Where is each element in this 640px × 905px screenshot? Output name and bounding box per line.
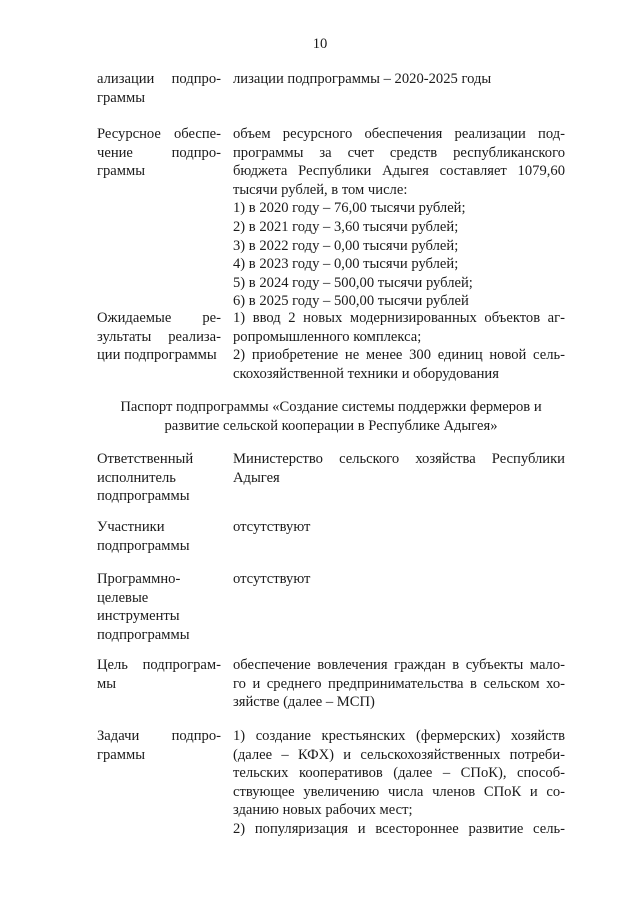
value-line: 2) приобретение не менее 300 единиц новой сель- bbox=[233, 347, 565, 364]
value-line: 1) ввод 2 новых модернизированных объектов аг- bbox=[233, 310, 565, 326]
value-line: 6) в 2025 году – 500,00 тысячи рублей bbox=[233, 293, 469, 310]
page-number: 10 bbox=[312, 36, 328, 52]
row-label bbox=[97, 518, 221, 555]
value-line: тысячи рублей, в том числе: bbox=[233, 181, 408, 198]
row-label bbox=[97, 727, 221, 764]
label-line: мы bbox=[97, 675, 117, 692]
value-line: скохозяйственной техники и оборудования bbox=[233, 365, 499, 382]
row-value bbox=[233, 70, 565, 89]
label-line: Участники bbox=[97, 519, 165, 535]
value-line: отсутствуют bbox=[233, 571, 311, 587]
label-line: подпрограммы bbox=[97, 626, 190, 643]
label-line: целевые bbox=[97, 589, 149, 606]
row-value bbox=[233, 125, 565, 311]
value-line: отсутствуют bbox=[233, 519, 311, 535]
value-line: 1) создание крестьянских (фермерских) хозяйств bbox=[233, 728, 565, 744]
label-line: подпрограммы bbox=[97, 537, 190, 554]
value-line: программы за счет средств республиканского bbox=[233, 144, 565, 161]
label-line: ализации подпро- bbox=[97, 71, 221, 87]
value-line: Адыгея bbox=[233, 469, 280, 486]
value-line: 5) в 2024 году – 500,00 тысячи рублей; bbox=[233, 274, 473, 291]
value-line: бюджета Республики Адыгея составляет 1079,60 bbox=[233, 163, 565, 180]
value-line: 3) в 2022 году – 0,00 тысячи рублей; bbox=[233, 237, 459, 254]
row-tasks bbox=[97, 727, 565, 837]
row-expected-results bbox=[97, 309, 565, 382]
row-program-tools bbox=[97, 570, 565, 644]
row-value bbox=[233, 570, 565, 589]
value-line: Министерство сельского хозяйства Республики bbox=[233, 451, 565, 467]
value-line: зяйстве (далее – МСП) bbox=[233, 694, 375, 711]
value-line: ропромышленного комплекса; bbox=[233, 328, 422, 345]
row-value bbox=[233, 518, 565, 537]
row-participants bbox=[97, 518, 565, 555]
label-line: Задачи подпро- bbox=[97, 728, 221, 744]
label-line: чение подпро- bbox=[97, 144, 221, 161]
label-line: Ожидаемые ре- bbox=[97, 310, 221, 326]
passport-heading bbox=[97, 398, 565, 435]
heading-line: развитие сельской кооперации в Республике Адыгея» bbox=[164, 417, 498, 434]
row-value bbox=[233, 450, 565, 487]
row-label bbox=[97, 656, 221, 693]
label-line: ции подпрограммы bbox=[97, 347, 217, 364]
row-value bbox=[233, 656, 565, 712]
label-line: исполнитель bbox=[97, 469, 176, 486]
value-line: тельских кооперативов (далее – СПоК), способ- bbox=[233, 765, 565, 782]
value-line: го и среднего предпринимательства в сельском хо- bbox=[233, 675, 565, 692]
value-line: 2) популяризация и всестороннее развитие сель- bbox=[233, 820, 565, 837]
row-label bbox=[97, 450, 221, 506]
label-line: Ресурсное обеспе- bbox=[97, 126, 221, 142]
row-responsible-executor bbox=[97, 450, 565, 506]
row-label bbox=[97, 125, 221, 181]
label-line: Ответственный bbox=[97, 451, 194, 467]
value-line: объем ресурсного обеспечения реализации под- bbox=[233, 126, 565, 142]
row-label bbox=[97, 309, 221, 365]
value-line: лизации подпрограммы – 2020-2025 годы bbox=[233, 71, 492, 87]
label-line: граммы bbox=[97, 89, 146, 106]
value-line: 4) в 2023 году – 0,00 тысячи рублей; bbox=[233, 256, 459, 273]
label-line: инструменты bbox=[97, 608, 180, 625]
value-line: зданию новых рабочих мест; bbox=[233, 802, 413, 819]
value-line: (далее – КФХ) и сельскохозяйственных потреби- bbox=[233, 746, 565, 763]
row-goal bbox=[97, 656, 565, 711]
row-value bbox=[233, 309, 565, 383]
value-line: обеспечение вовлечения граждан в субъекты мало- bbox=[233, 657, 565, 673]
row-label bbox=[97, 570, 221, 644]
label-line: зультаты реализа- bbox=[97, 328, 221, 345]
label-line: граммы bbox=[97, 746, 146, 763]
value-line: 1) в 2020 году – 76,00 тысячи рублей; bbox=[233, 200, 466, 217]
label-line: подпрограммы bbox=[97, 488, 190, 505]
row-label bbox=[97, 70, 221, 107]
value-line: ствующее увеличению числа членов СПоК и со- bbox=[233, 783, 565, 800]
value-line: 2) в 2021 году – 3,60 тысячи рублей; bbox=[233, 218, 459, 235]
row-resources bbox=[97, 125, 565, 310]
row-value bbox=[233, 727, 565, 839]
row-implementation-period bbox=[97, 70, 565, 107]
label-line: граммы bbox=[97, 163, 146, 180]
label-line: Программно- bbox=[97, 571, 181, 587]
label-line: Цель подпрограм- bbox=[97, 657, 221, 673]
heading-line: Паспорт подпрограммы «Создание системы поддержки фермеров и bbox=[120, 399, 542, 415]
